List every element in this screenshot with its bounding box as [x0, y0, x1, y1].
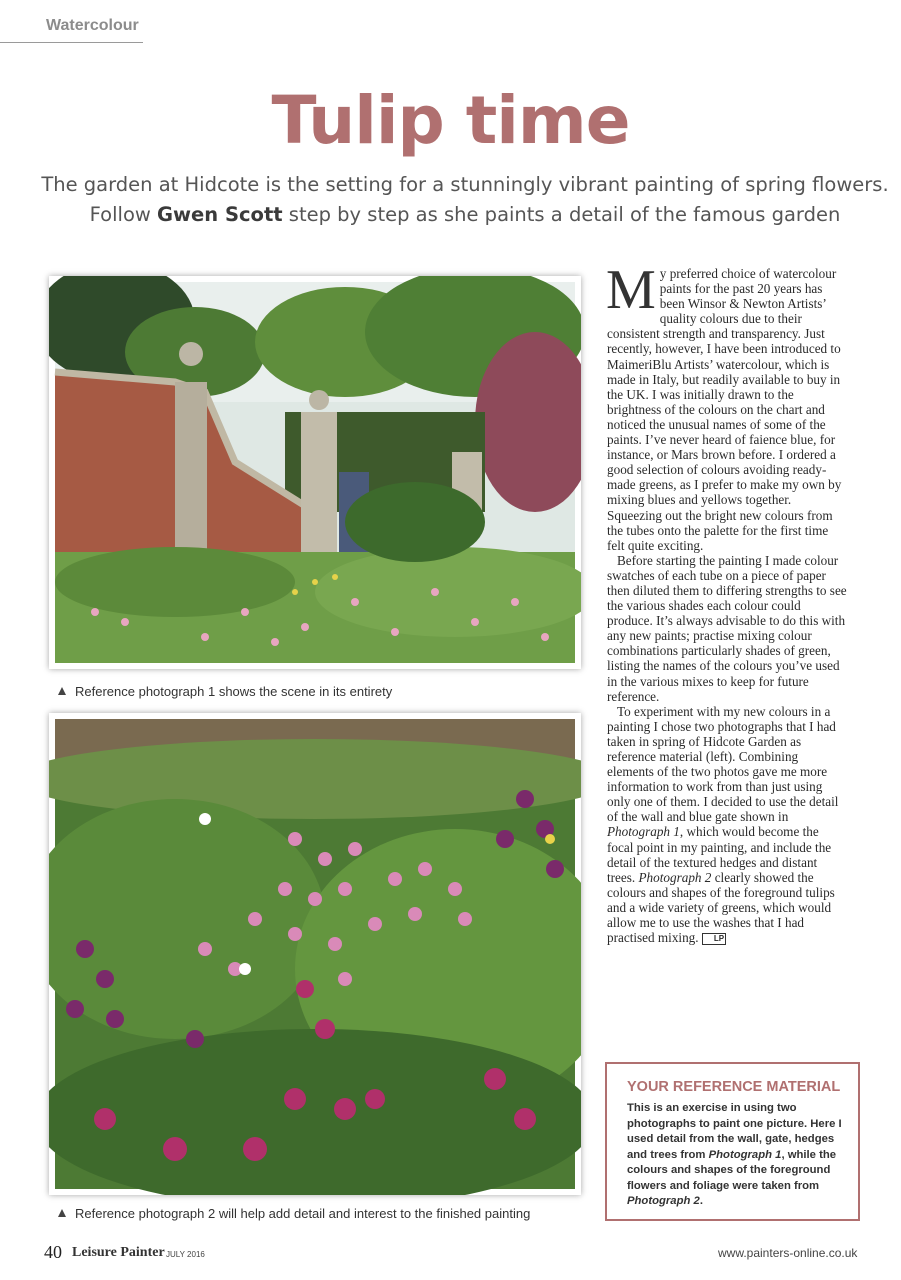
- photo-2-caption: [58, 1206, 530, 1221]
- reference-box-text-part: .: [699, 1195, 703, 1207]
- magazine-name: Leisure Painter: [72, 1245, 165, 1260]
- photo-1-reference: Photograph 1: [607, 824, 680, 840]
- reference-box-text-part: , while the colours and shapes of the foreground flowers and foliage were taken from: [627, 1148, 837, 1192]
- end-mark-icon: LP: [702, 933, 726, 945]
- triangle-up-icon: [58, 1209, 66, 1217]
- standfirst: [40, 170, 890, 230]
- reference-material-box: [605, 1062, 860, 1221]
- section-label: Watercolour: [46, 17, 139, 34]
- article-title: Tulip time: [271, 82, 630, 159]
- website-url: www.painters-online.co.uk: [718, 1246, 858, 1260]
- reference-photo-1: [49, 276, 581, 669]
- standfirst-outro: step by step as she paints a detail of the famous garden: [282, 203, 841, 226]
- body-paragraph-3: [607, 704, 847, 946]
- body-paragraph-3-part: clearly showed the colours and shapes of the foreground tulips and a wide variety of greens, which would allow me to use the washes that I had practised mixing.: [607, 869, 835, 946]
- body-paragraph-3-part: , which would become the focal point in my painting, and include the detail of the textured hedges and distant trees.: [607, 824, 832, 885]
- tulip-border-photo-image: [49, 713, 581, 1195]
- reference-box-text: [627, 1101, 852, 1210]
- issue-date: JULY 2016: [166, 1250, 205, 1259]
- body-paragraph-3-part: To experiment with my new colours in a painting I chose two photographs that I had taken in spring of Hidcote Garden as reference material (left). Combining elements of the two photos gave me more information to work from than just using only one of them. I decided to use the detail of the wall and blue gate shown in: [607, 703, 839, 825]
- photo-2-reference: Photograph 2: [627, 1195, 700, 1207]
- drop-cap: M: [606, 259, 656, 321]
- reference-photo-2: [49, 713, 581, 1195]
- reference-box-heading: YOUR REFERENCE MATERIAL: [627, 1079, 841, 1095]
- standfirst-intro: The garden at Hidcote is the setting for a stunningly vibrant painting of spring flowers. Follow: [41, 173, 889, 226]
- section-tab: [0, 14, 143, 43]
- body-paragraph-2: Before starting the painting I made colour swatches of each tube on a piece of paper then diluted them to differing strengths to see the various shades each colour could produce. It’s always advisable to do this with any new paints; practise mixing colour combinations particularly shades of green, listing the names of the colours you’ve used in the various mixes to keep for future reference.: [607, 552, 847, 704]
- photo-2-caption-text: Reference photograph 2 will help add detail and interest to the finished painting: [75, 1206, 531, 1221]
- photo-1-caption: [58, 684, 392, 699]
- body-paragraph-1-text: y preferred choice of watercolour paints for the past 20 years has been Winsor & Newton Artists’ quality colours due to their consistent strength and transparency. Just recently, however, I have been introduced to MaimeriBlu Artists’ watercolour, which is made in Italy, but readily available to buy in the UK. I was initially drawn to the brightness of the colours on the chart and noticed the unusual names of some of the paints. I’ve never heard of faience blue, for instance, or Mars brown before. I ordered a good selection of colours avoiding ready-made greens, as I prefer to make my own by mixing blues and yellows together. Squeezing out the bright new colours from the tubes onto the palette for the first time felt quite exciting.: [607, 266, 842, 553]
- photo-2-reference: Photograph 2: [638, 869, 712, 885]
- garden-wall-photo-image: [49, 276, 581, 669]
- body-paragraph-1: [606, 259, 847, 553]
- article-body: [606, 259, 847, 946]
- photo-1-reference: Photograph 1: [708, 1148, 782, 1161]
- page-number: 40: [44, 1242, 62, 1262]
- reference-box-text-part: This is an exercise in using two photographs to paint one picture. Here I used detail from the wall, gate, hedges and trees from: [627, 1102, 842, 1161]
- photo-1-caption-text: Reference photograph 1 shows the scene in its entirety: [75, 684, 393, 699]
- triangle-up-icon: [58, 687, 66, 695]
- author-name: Gwen Scott: [157, 203, 283, 226]
